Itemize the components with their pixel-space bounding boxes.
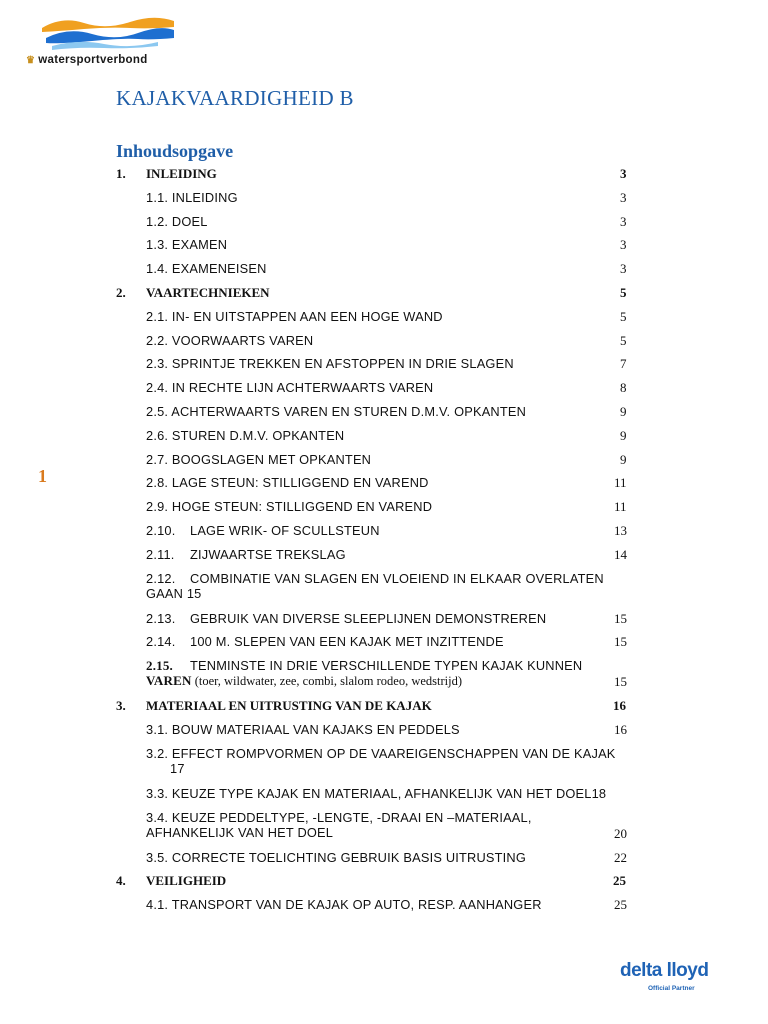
toc-entry-number: 2.13. bbox=[146, 610, 176, 626]
toc-entry[interactable] bbox=[116, 695, 646, 719]
logo-text: watersportverbond bbox=[38, 54, 148, 66]
toc-entry-number: 2.3. bbox=[146, 356, 169, 372]
toc-entry-page: 8 bbox=[620, 380, 627, 396]
toc-entry-number: 2.12. bbox=[146, 570, 176, 586]
toc-entry-number: 3.1. bbox=[146, 721, 169, 737]
toc-entry-continuation: (toer, wildwater, zee, combi, slalom rodeo, wedstrijd) bbox=[191, 674, 463, 689]
toc-entry-label: INLEIDING bbox=[146, 166, 217, 181]
document-title: KAJAKVAARDIGHEID B bbox=[116, 86, 354, 110]
toc-entry-label: GEBRUIK VAN DIVERSE SLEEPLIJNEN DEMONSTREREN bbox=[190, 610, 547, 626]
toc-entry-label: STUREN D.M.V. OPKANTEN bbox=[171, 427, 345, 443]
toc-entry-continuation: AFHANKELIJK VAN HET DOEL bbox=[146, 824, 334, 840]
toc-entry-continuation-bold: VAREN bbox=[146, 673, 192, 689]
toc-entry-continuation: GAAN 15 bbox=[146, 585, 202, 601]
toc-entry-label: TRANSPORT VAN DE KAJAK OP AUTO, RESP. AANHANGER bbox=[171, 897, 542, 913]
toc-entry-page: 22 bbox=[614, 849, 627, 865]
toc-entry[interactable] bbox=[116, 655, 646, 695]
toc-entry-page: 3 bbox=[620, 189, 627, 205]
toc-entry-label: SPRINTJE TREKKEN EN AFSTOPPEN IN DRIE SLAGEN bbox=[171, 356, 514, 372]
toc-entry[interactable] bbox=[116, 520, 646, 544]
toc-entry-label: VAARTECHNIEKEN bbox=[146, 284, 270, 300]
toc-entry-number: 1.3. bbox=[146, 237, 169, 253]
toc-entry-page: 9 bbox=[620, 451, 627, 467]
toc-entry-number: 3. bbox=[116, 698, 126, 714]
toc-entry-label: VOORWAARTS VAREN bbox=[171, 332, 314, 348]
toc-entry-page: 3 bbox=[620, 213, 627, 229]
toc-entry-number: 2.14. bbox=[146, 634, 176, 650]
toc-entry-label: MATERIAAL EN UITRUSTING VAN DE KAJAK bbox=[146, 698, 432, 714]
toc-entry[interactable] bbox=[116, 306, 646, 330]
toc-entry-label: LAGE STEUN: STILLIGGEND EN VAREND bbox=[171, 475, 429, 491]
toc-entry[interactable] bbox=[116, 631, 646, 655]
toc-entry-page: 7 bbox=[620, 356, 627, 372]
toc-entry-label: INLEIDING bbox=[171, 189, 238, 205]
toc-entry-page: 16 bbox=[613, 698, 626, 714]
toc-entry-number: 2.11. bbox=[146, 546, 175, 562]
toc-entry-label: KEUZE TYPE KAJAK EN MATERIAAL, AFHANKELIJK VAN HET DOEL18 bbox=[171, 785, 607, 801]
toc-entry[interactable] bbox=[116, 743, 646, 783]
page-number: 1 bbox=[38, 466, 47, 486]
toc-entry-label: BOUW MATERIAAL VAN KAJAKS EN PEDDELS bbox=[171, 721, 460, 737]
delta-lloyd-logo bbox=[620, 961, 730, 992]
toc-entry[interactable] bbox=[116, 544, 646, 568]
toc-entry-number: 3.4. bbox=[146, 809, 169, 825]
partner-tagline: Official Partner bbox=[648, 985, 695, 992]
toc-entry-number: 2.15. bbox=[146, 658, 173, 674]
toc-entry-number: 1. bbox=[116, 166, 126, 181]
toc-entry-number: 1.1. bbox=[146, 189, 169, 205]
toc-entry-page: 20 bbox=[614, 825, 627, 841]
toc-entry-continuation: 17 bbox=[170, 760, 185, 776]
toc-entry-page: 11 bbox=[614, 499, 627, 515]
toc-entry-number: 4. bbox=[116, 873, 126, 889]
toc-entry[interactable] bbox=[116, 211, 646, 235]
toc-entry[interactable] bbox=[116, 282, 646, 306]
toc-entry-page: 13 bbox=[614, 522, 627, 538]
toc-entry-label: 100 M. SLEPEN VAN EEN KAJAK MET INZITTENDE bbox=[190, 634, 504, 650]
toc-entry-page: 14 bbox=[614, 546, 627, 562]
toc-entry[interactable] bbox=[116, 449, 646, 473]
toc-entry-page: 15 bbox=[614, 634, 627, 650]
toc-entry[interactable] bbox=[116, 608, 646, 632]
toc-entry-page: 3 bbox=[620, 261, 627, 277]
toc-entry[interactable] bbox=[116, 234, 646, 258]
toc-entry-label: KEUZE PEDDELTYPE, -LENGTE, -DRAAI EN –MATERIAAL, bbox=[171, 809, 532, 825]
toc-entry-page: 5 bbox=[620, 308, 627, 324]
toc-entry-label: CORRECTE TOELICHTING GEBRUIK BASIS UITRUSTING bbox=[171, 849, 527, 865]
toc-entry-label: TENMINSTE IN DRIE VERSCHILLENDE TYPEN KAJAK KUNNEN bbox=[190, 658, 583, 674]
toc-entry-number: 3.3. bbox=[146, 785, 169, 801]
crown-icon: ♛ bbox=[26, 55, 36, 66]
toc-entry-label: HOGE STEUN: STILLIGGEND EN VAREND bbox=[171, 499, 433, 515]
toc-entry-page: 15 bbox=[614, 610, 627, 626]
toc-entry-page: 25 bbox=[613, 873, 626, 889]
toc-entry-label: EXAMENEISEN bbox=[171, 261, 267, 277]
toc-entry[interactable] bbox=[116, 807, 646, 847]
toc-entry-number: 2.6. bbox=[146, 427, 169, 443]
toc-entry-label: VEILIGHEID bbox=[146, 873, 227, 889]
toc-entry-number: 1.4. bbox=[146, 261, 169, 277]
toc-entry-label: EFFECT ROMPVORMEN OP DE VAAREIGENSCHAPPEN VAN DE KAJAK bbox=[171, 745, 616, 761]
toc-entry-label: EXAMEN bbox=[171, 237, 228, 253]
toc-entry[interactable] bbox=[116, 353, 646, 377]
toc-entry[interactable] bbox=[116, 719, 646, 743]
watersportverbond-logo bbox=[26, 16, 176, 70]
toc-entry-label: ACHTERWAARTS VAREN EN STUREN D.M.V. OPKANTEN bbox=[171, 403, 527, 419]
toc-entry-label: COMBINATIE VAN SLAGEN EN VLOEIEND IN ELKAAR OVERLATEN bbox=[190, 570, 604, 586]
toc-entry-page: 11 bbox=[614, 475, 627, 491]
toc-entry-page: 25 bbox=[614, 897, 627, 913]
toc-entry[interactable] bbox=[116, 330, 646, 354]
toc-entry[interactable] bbox=[116, 894, 646, 918]
toc-entry[interactable] bbox=[116, 258, 646, 282]
toc-entry-number: 3.5. bbox=[146, 849, 169, 865]
toc-entry[interactable] bbox=[116, 496, 646, 520]
waves-logo-icon bbox=[38, 16, 178, 52]
toc-entry-number: 2.5. bbox=[146, 403, 169, 419]
toc-entry-page: 9 bbox=[620, 427, 627, 443]
toc-entry[interactable] bbox=[116, 847, 646, 871]
toc-entry-label: DOEL bbox=[171, 213, 208, 229]
toc-entry-page: 9 bbox=[620, 403, 627, 419]
toc-entry-page: 5 bbox=[620, 332, 627, 348]
toc-heading: Inhoudsopgave bbox=[116, 141, 234, 161]
toc-entry-number: 2.8. bbox=[146, 475, 169, 491]
toc-entry-page: 3 bbox=[620, 166, 627, 181]
toc-entry[interactable] bbox=[116, 472, 646, 496]
toc-entry-page: 5 bbox=[620, 284, 627, 300]
toc-entry-number: 2.10. bbox=[146, 522, 176, 538]
toc-entry-label: IN- EN UITSTAPPEN AAN EEN HOGE WAND bbox=[171, 308, 443, 324]
toc-entry-number: 2.2. bbox=[146, 332, 169, 348]
toc-entry-number: 2.1. bbox=[146, 308, 169, 324]
toc-entry-label: BOOGSLAGEN MET OPKANTEN bbox=[171, 451, 372, 467]
table-of-contents bbox=[116, 163, 646, 918]
toc-entry-label: LAGE WRIK- OF SCULLSTEUN bbox=[190, 522, 380, 538]
toc-entry[interactable] bbox=[116, 401, 646, 425]
toc-entry-page: 15 bbox=[614, 674, 627, 690]
toc-entry-number: 2.4. bbox=[146, 380, 169, 396]
toc-entry-number: 3.2. bbox=[146, 745, 169, 761]
toc-entry-number: 2.9. bbox=[146, 499, 169, 515]
toc-entry[interactable] bbox=[116, 163, 646, 187]
partner-name: delta lloyd bbox=[620, 960, 709, 981]
toc-entry-number: 4.1. bbox=[146, 897, 169, 913]
toc-entry-number: 2. bbox=[116, 284, 126, 300]
toc-entry[interactable] bbox=[116, 568, 646, 608]
toc-entry-label: IN RECHTE LIJN ACHTERWAARTS VAREN bbox=[171, 380, 434, 396]
toc-entry-label: ZIJWAARTSE TREKSLAG bbox=[190, 546, 346, 562]
toc-entry[interactable] bbox=[116, 783, 646, 807]
toc-entry-page: 16 bbox=[614, 721, 627, 737]
toc-entry-page: 3 bbox=[620, 237, 627, 253]
toc-entry-number: 2.7. bbox=[146, 451, 169, 467]
toc-entry[interactable] bbox=[116, 425, 646, 449]
toc-entry[interactable] bbox=[116, 187, 646, 211]
toc-entry[interactable] bbox=[116, 377, 646, 401]
toc-entry-number: 1.2. bbox=[146, 213, 169, 229]
toc-entry[interactable] bbox=[116, 870, 646, 894]
